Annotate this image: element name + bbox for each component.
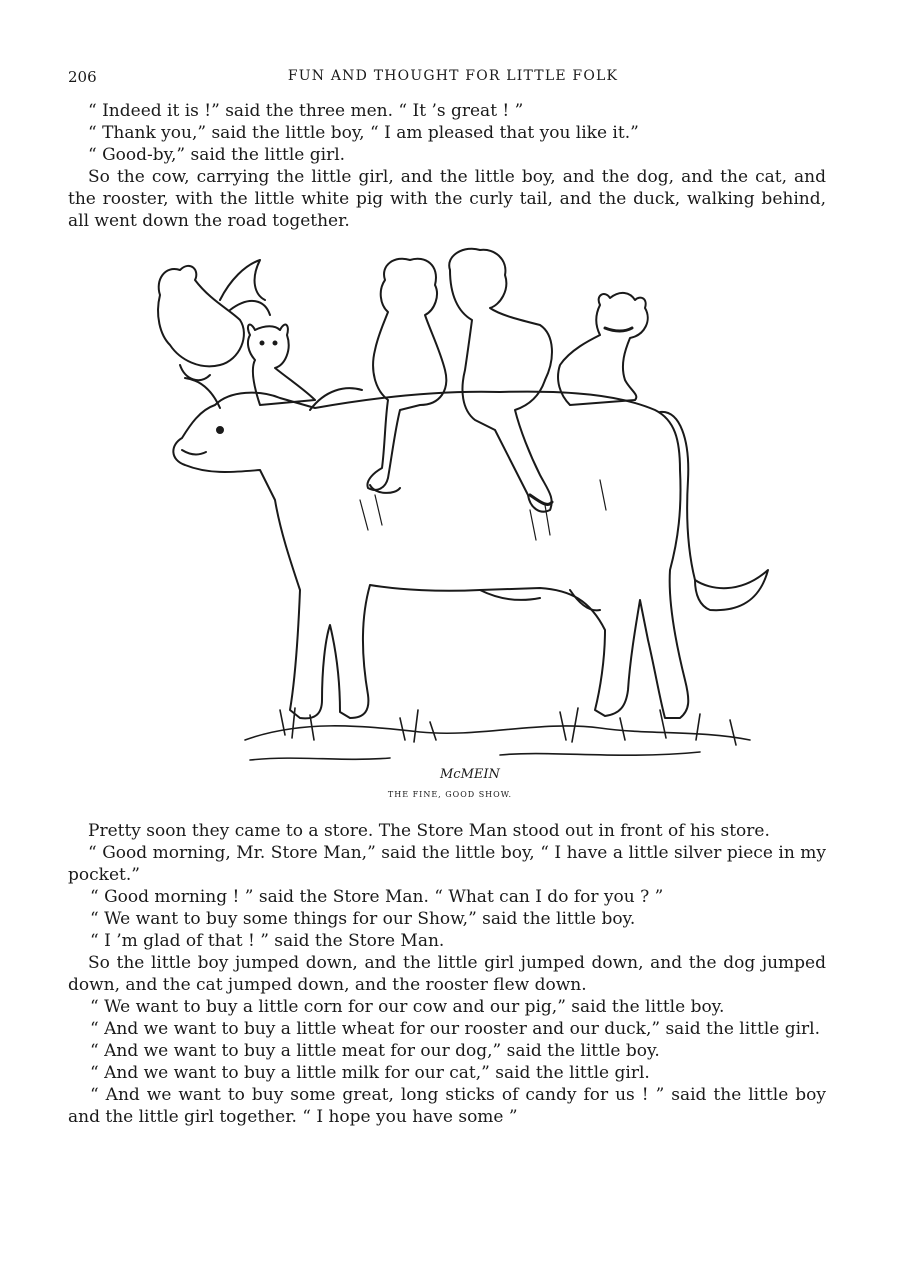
paragraph: “ And we want to buy a little milk for our cat,” said the little girl. [90,1063,650,1083]
paragraph: “ Good morning, Mr. Store Man,” said the little boy, “ I have a little silver piece in my pocket.” [68,843,826,885]
paragraph: Pretty soon they came to a store. The Store Man stood out in front of his store. [88,821,770,841]
paragraph: “ And we want to buy some great, long sticks of candy for us ! ” said the little boy and the little girl together. “ I hope you have some ” [68,1085,826,1127]
paragraph: “ Thank you,” said the little boy, “ I am pleased that you like it.” [88,123,639,143]
artist-signature: McMEIN [440,767,500,782]
paragraph: “ And we want to buy a little wheat for our rooster and our duck,” said the little girl. [90,1019,821,1039]
little-girl [367,259,446,493]
paragraph: “ I ’m glad of that ! ” said the Store Man. [90,931,445,951]
paragraph: So the cow, carrying the little girl, and the little boy, and the dog, and the cat, and the rooster, with the little white pig with the curly tail, and the duck, walking behind, all went down the road together. [68,167,826,231]
running-head: FUN AND THOUGHT FOR LITTLE FOLK [287,68,619,84]
paragraph: “ We want to buy a little corn for our cow and our pig,” said the little boy. [90,997,725,1017]
dog [558,293,648,405]
illustration-caption: THE FINE, GOOD SHOW. [387,790,513,799]
page-number: 206 [68,68,97,86]
top-text-block [68,100,826,232]
page-header [68,68,838,90]
grass-tufts [245,708,750,760]
paragraph: So the little boy jumped down, and the little girl jumped down, and the dog jumped down, and the cat jumped down, and the rooster flew down. [68,953,826,995]
cow-illustration [100,240,800,785]
paragraph: “ Good-by,” said the little girl. [88,145,346,165]
paragraph: “ Indeed it is !” said the three men. “ It ’s great ! ” [88,101,524,121]
bottom-text-block [68,820,826,1128]
paragraph: “ Good morning ! ” said the Store Man. “ What can I do for you ? ” [90,887,664,907]
little-boy [449,249,552,512]
cow [173,378,768,718]
paragraph: “ We want to buy some things for our Show,” said the little boy. [90,909,636,929]
paragraph: “ And we want to buy a little meat for our dog,” said the little boy. [90,1041,660,1061]
cow-drawing [100,240,800,785]
